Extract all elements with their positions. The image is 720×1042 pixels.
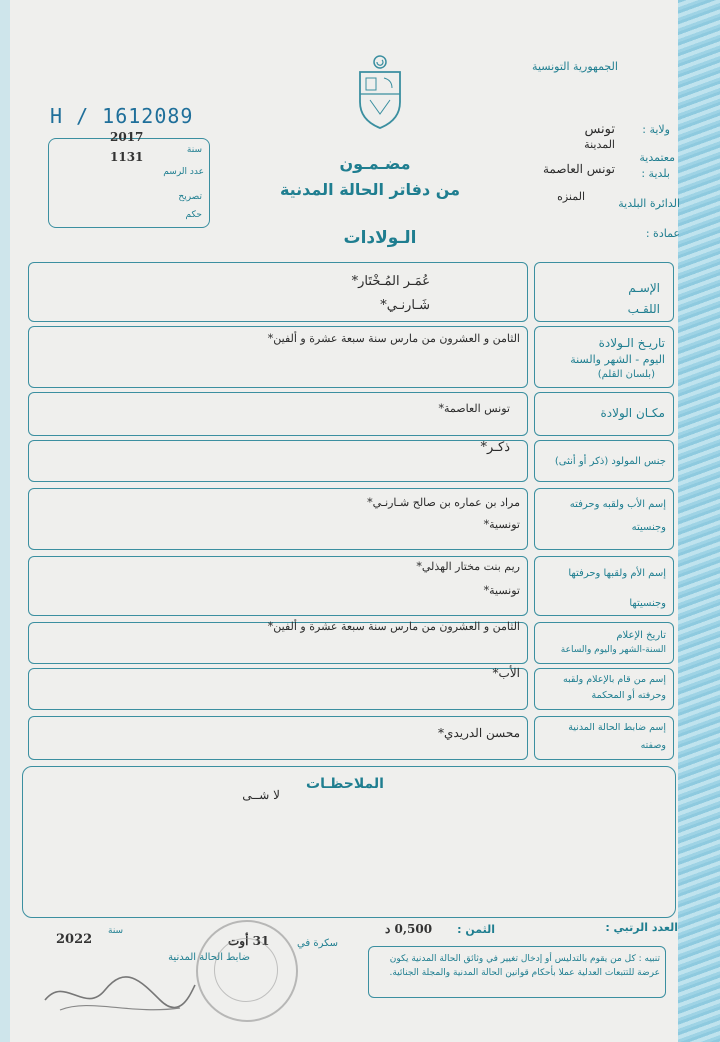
birth-place-value: تونس العاصمة*	[438, 402, 510, 415]
serial-number: H / 1612089	[50, 104, 194, 128]
issue-year-value: 2022	[56, 932, 93, 947]
declarant-label: إسم من قام بالإعلام ولقبه	[562, 674, 666, 685]
father-value: مراد بن عماره بن صالح شـارنـي*	[367, 496, 520, 509]
title-births: الـولادات	[343, 228, 417, 248]
surname-value: شَـارنـي*	[380, 298, 430, 313]
issue-date-value: 31 أوت	[228, 934, 270, 948]
wilaya-label: ولاية :	[642, 123, 670, 136]
mother-nationality-label: وجنسيتها	[629, 598, 666, 609]
declaration-date-value: الثامن و العشرون من مارس سنة سبعة عشرة و ألفين*	[267, 620, 520, 633]
wilaya-value: تونس	[584, 122, 615, 137]
sequence-label: العدد الرتبي :	[605, 921, 678, 934]
birth-place-label: مكـان الولادة	[600, 406, 665, 420]
declarant-sublabel: وحرفته أو المحكمة	[591, 690, 666, 701]
record-year-value: 2017	[110, 130, 144, 144]
delegation-value: المدينة	[584, 138, 615, 151]
birth-date-words-label: (بلسان القلم)	[597, 369, 655, 380]
officer-label: إسم ضابط الحالة المدنية	[568, 722, 666, 733]
declaration-label: تصريح	[178, 192, 202, 202]
name-value-box	[28, 262, 528, 322]
declaration-date-sublabel: السنة-الشهر واليوم والساعة	[560, 645, 666, 655]
birth-date-label: تاريـخ الـولادة	[598, 336, 665, 350]
municipality-label: بلدية :	[641, 167, 670, 180]
place-date-label: سكرة في	[297, 938, 338, 949]
legal-notice: تنبيه : كل من يقوم بالتدليس أو إدخال تغيير في وثائق الحالة المدنية يكون عرضة للتتبعات العدلية عملا بأحكام قوانين الحالة المدنية والمجلة الجنائية.	[389, 954, 660, 978]
remarks-value: لا شــى	[242, 788, 280, 802]
record-year-label: سنة	[186, 145, 202, 155]
gender-value-box	[28, 440, 528, 482]
declaration-date-label: تاريخ الإعلام	[616, 630, 666, 641]
omada-label: عمادة :	[645, 227, 680, 240]
mother-label: إسم الأم ولقبها وحرفتها	[568, 568, 666, 579]
coat-of-arms-emblem	[356, 54, 404, 130]
security-border-pattern	[678, 0, 720, 1042]
officer-signature-label: ضابط الحالة المدنية	[168, 952, 250, 963]
gender-value: ذكـر*	[480, 440, 510, 455]
father-nationality-value: تونسية*	[483, 518, 520, 531]
price-value: 0,500 د	[385, 922, 433, 936]
price-label: الثمن :	[457, 923, 495, 936]
left-edge-pattern	[0, 0, 10, 1042]
title-civil-registry: من دفاتر الحالة المدنية	[279, 180, 461, 199]
republic-label: الجمهورية التونسية	[532, 60, 618, 73]
delegation-label: معتمدية	[639, 151, 675, 164]
handwritten-signature	[40, 970, 200, 1020]
father-label: إسم الأب ولقبه وحرفته	[569, 499, 666, 510]
declarant-value: الأب*	[492, 666, 520, 680]
officer-value: محسن الدريدي*	[438, 726, 520, 740]
mother-nationality-value: تونسية*	[483, 584, 520, 597]
first-name-label: الإسـم	[628, 281, 660, 295]
record-number-value: 1131	[110, 150, 144, 164]
municipality-value: تونس العاصمة	[543, 162, 615, 176]
officer-sublabel: وصفته	[640, 740, 666, 751]
gender-label: جنس المولود (ذكر أو أنثى)	[554, 456, 666, 467]
title-summary: مضـمـون	[339, 154, 411, 173]
judgment-label: حكم	[185, 210, 202, 220]
record-number-label: عدد الرسم	[163, 167, 204, 177]
first-name-value: عُمَـر المُـخْتَار*	[351, 274, 430, 289]
birth-date-sublabel: اليوم - الشهر والسنة	[570, 353, 665, 366]
father-nationality-label: وجنسيته	[631, 522, 666, 533]
surname-label: اللقـب	[627, 302, 660, 316]
district-label: الدائرة البلدية	[618, 197, 680, 210]
official-stamp	[196, 920, 298, 1022]
mother-value: ريم بنت مختار الهذلي*	[416, 560, 520, 573]
declarant-value-box	[28, 668, 528, 710]
district-value: المنزه	[557, 190, 585, 203]
issue-year-label: سنة	[108, 926, 124, 936]
birth-date-value: الثامن و العشرون من مارس سنة سبعة عشرة و ألفين*	[267, 332, 520, 345]
remarks-label: الملاحظـات	[306, 776, 384, 792]
